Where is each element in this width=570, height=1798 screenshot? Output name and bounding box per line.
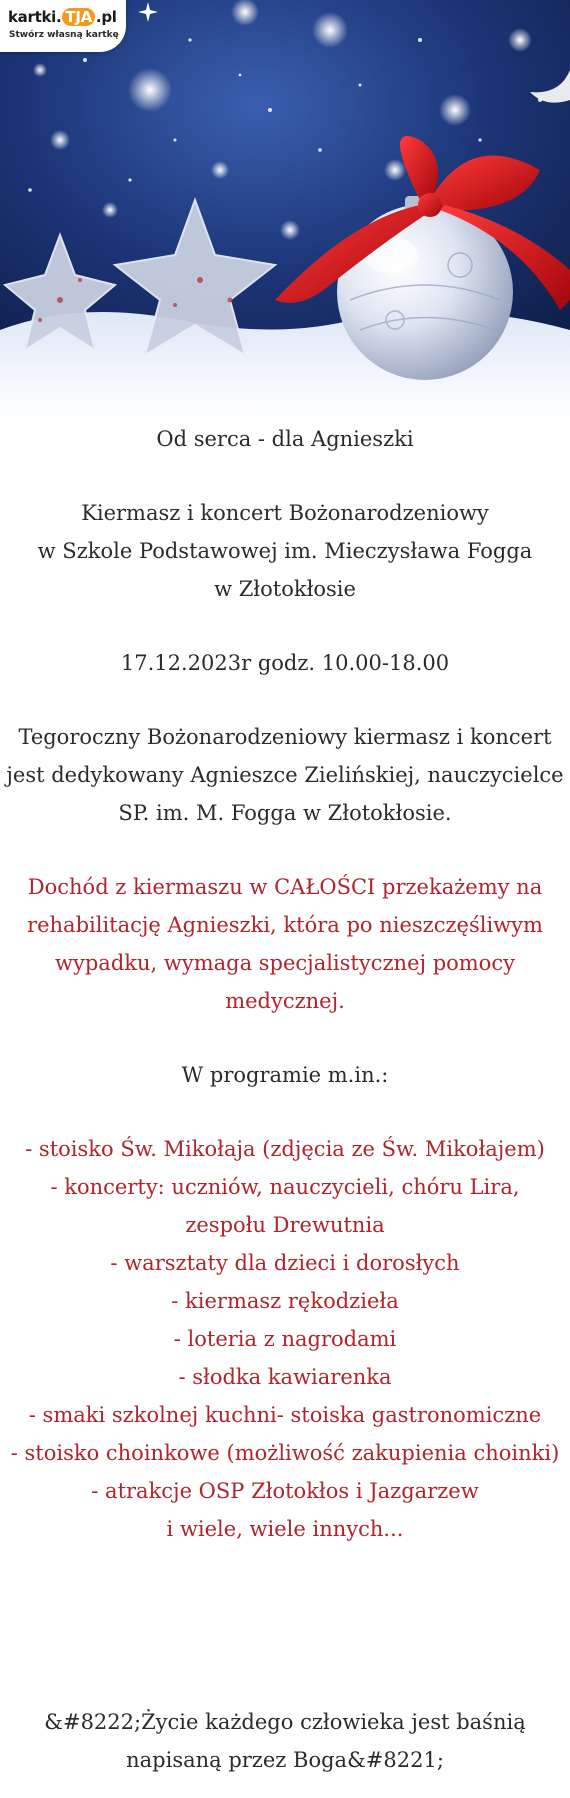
program-item: - słodka kawiarenka: [178, 1365, 392, 1389]
program-item: zespołu Drewutnia: [185, 1213, 385, 1237]
program-item: - smaki szkolnej kuchni- stoiska gastronomiczne: [28, 1403, 542, 1427]
intro-line: Tegoroczny Bożonarodzeniowy kiermasz i koncert: [18, 725, 552, 749]
quote-line: napisaną przez Boga&#8221;: [126, 1748, 444, 1772]
quote-line: &#8222;Życie każdego człowieka jest baśnią: [44, 1710, 526, 1734]
intro-paragraph: [0, 718, 570, 832]
income-line: rehabilitację Agnieszki, która po nieszczęśliwym: [27, 913, 543, 937]
brand-logo[interactable]: [0, 0, 126, 52]
brand-name-part2: TJA: [62, 8, 95, 26]
program-item: - warsztaty dla dzieci i dorosłych: [110, 1251, 460, 1275]
brand-name: [8, 8, 117, 26]
event-date: 17.12.2023r godz. 10.00-18.00: [120, 651, 450, 675]
event-title-line: w Złotokłosie: [214, 577, 356, 601]
event-title-line: Kiermasz i koncert Bożonarodzeniowy: [81, 501, 489, 525]
quote: [0, 1703, 570, 1779]
brand-tagline: Stwórz własną kartkę: [9, 30, 119, 40]
income-line: wypadku, wymaga specjalistycznej pomocy: [55, 951, 515, 975]
program-item: - stoisko Św. Mikołaja (zdjęcia ze Św. Mikołajem): [25, 1137, 545, 1161]
christmas-header-image: [0, 0, 570, 420]
program-list: [0, 1130, 570, 1548]
program-item: - atrakcje OSP Złotokłos i Jazgarzew: [91, 1479, 479, 1503]
dedication: Od serca - dla Agnieszki: [156, 427, 414, 451]
program-heading: W programie m.in.:: [181, 1063, 389, 1087]
intro-line: SP. im. M. Fogga w Złotokłosie.: [118, 801, 452, 825]
intro-line: jest dedykowany Agnieszce Zielińskiej, nauczycielce: [6, 763, 564, 787]
program-item: - koncerty: uczniów, nauczycieli, chóru Lira,: [50, 1175, 520, 1199]
income-line: medycznej.: [225, 989, 345, 1013]
income-paragraph: [0, 868, 570, 1020]
brand-name-part3: .pl: [95, 8, 117, 26]
brand-name-part1: kartki.: [8, 8, 62, 26]
program-item: - stoisko choinkowe (możliwość zakupienia choinki): [10, 1441, 560, 1465]
card-text: [0, 420, 570, 1779]
event-title-line: w Szkole Podstawowej im. Mieczysława Fogga: [37, 539, 533, 563]
program-item: - kiermasz rękodzieła: [171, 1289, 399, 1313]
christmas-bauble-illustration: [0, 0, 570, 420]
income-line: Dochód z kiermaszu w CAŁOŚCI przekażemy na: [27, 875, 543, 899]
event-title: [0, 494, 570, 608]
program-item: - loteria z nagrodami: [173, 1327, 397, 1351]
program-item: i wiele, wiele innych...: [166, 1517, 404, 1541]
